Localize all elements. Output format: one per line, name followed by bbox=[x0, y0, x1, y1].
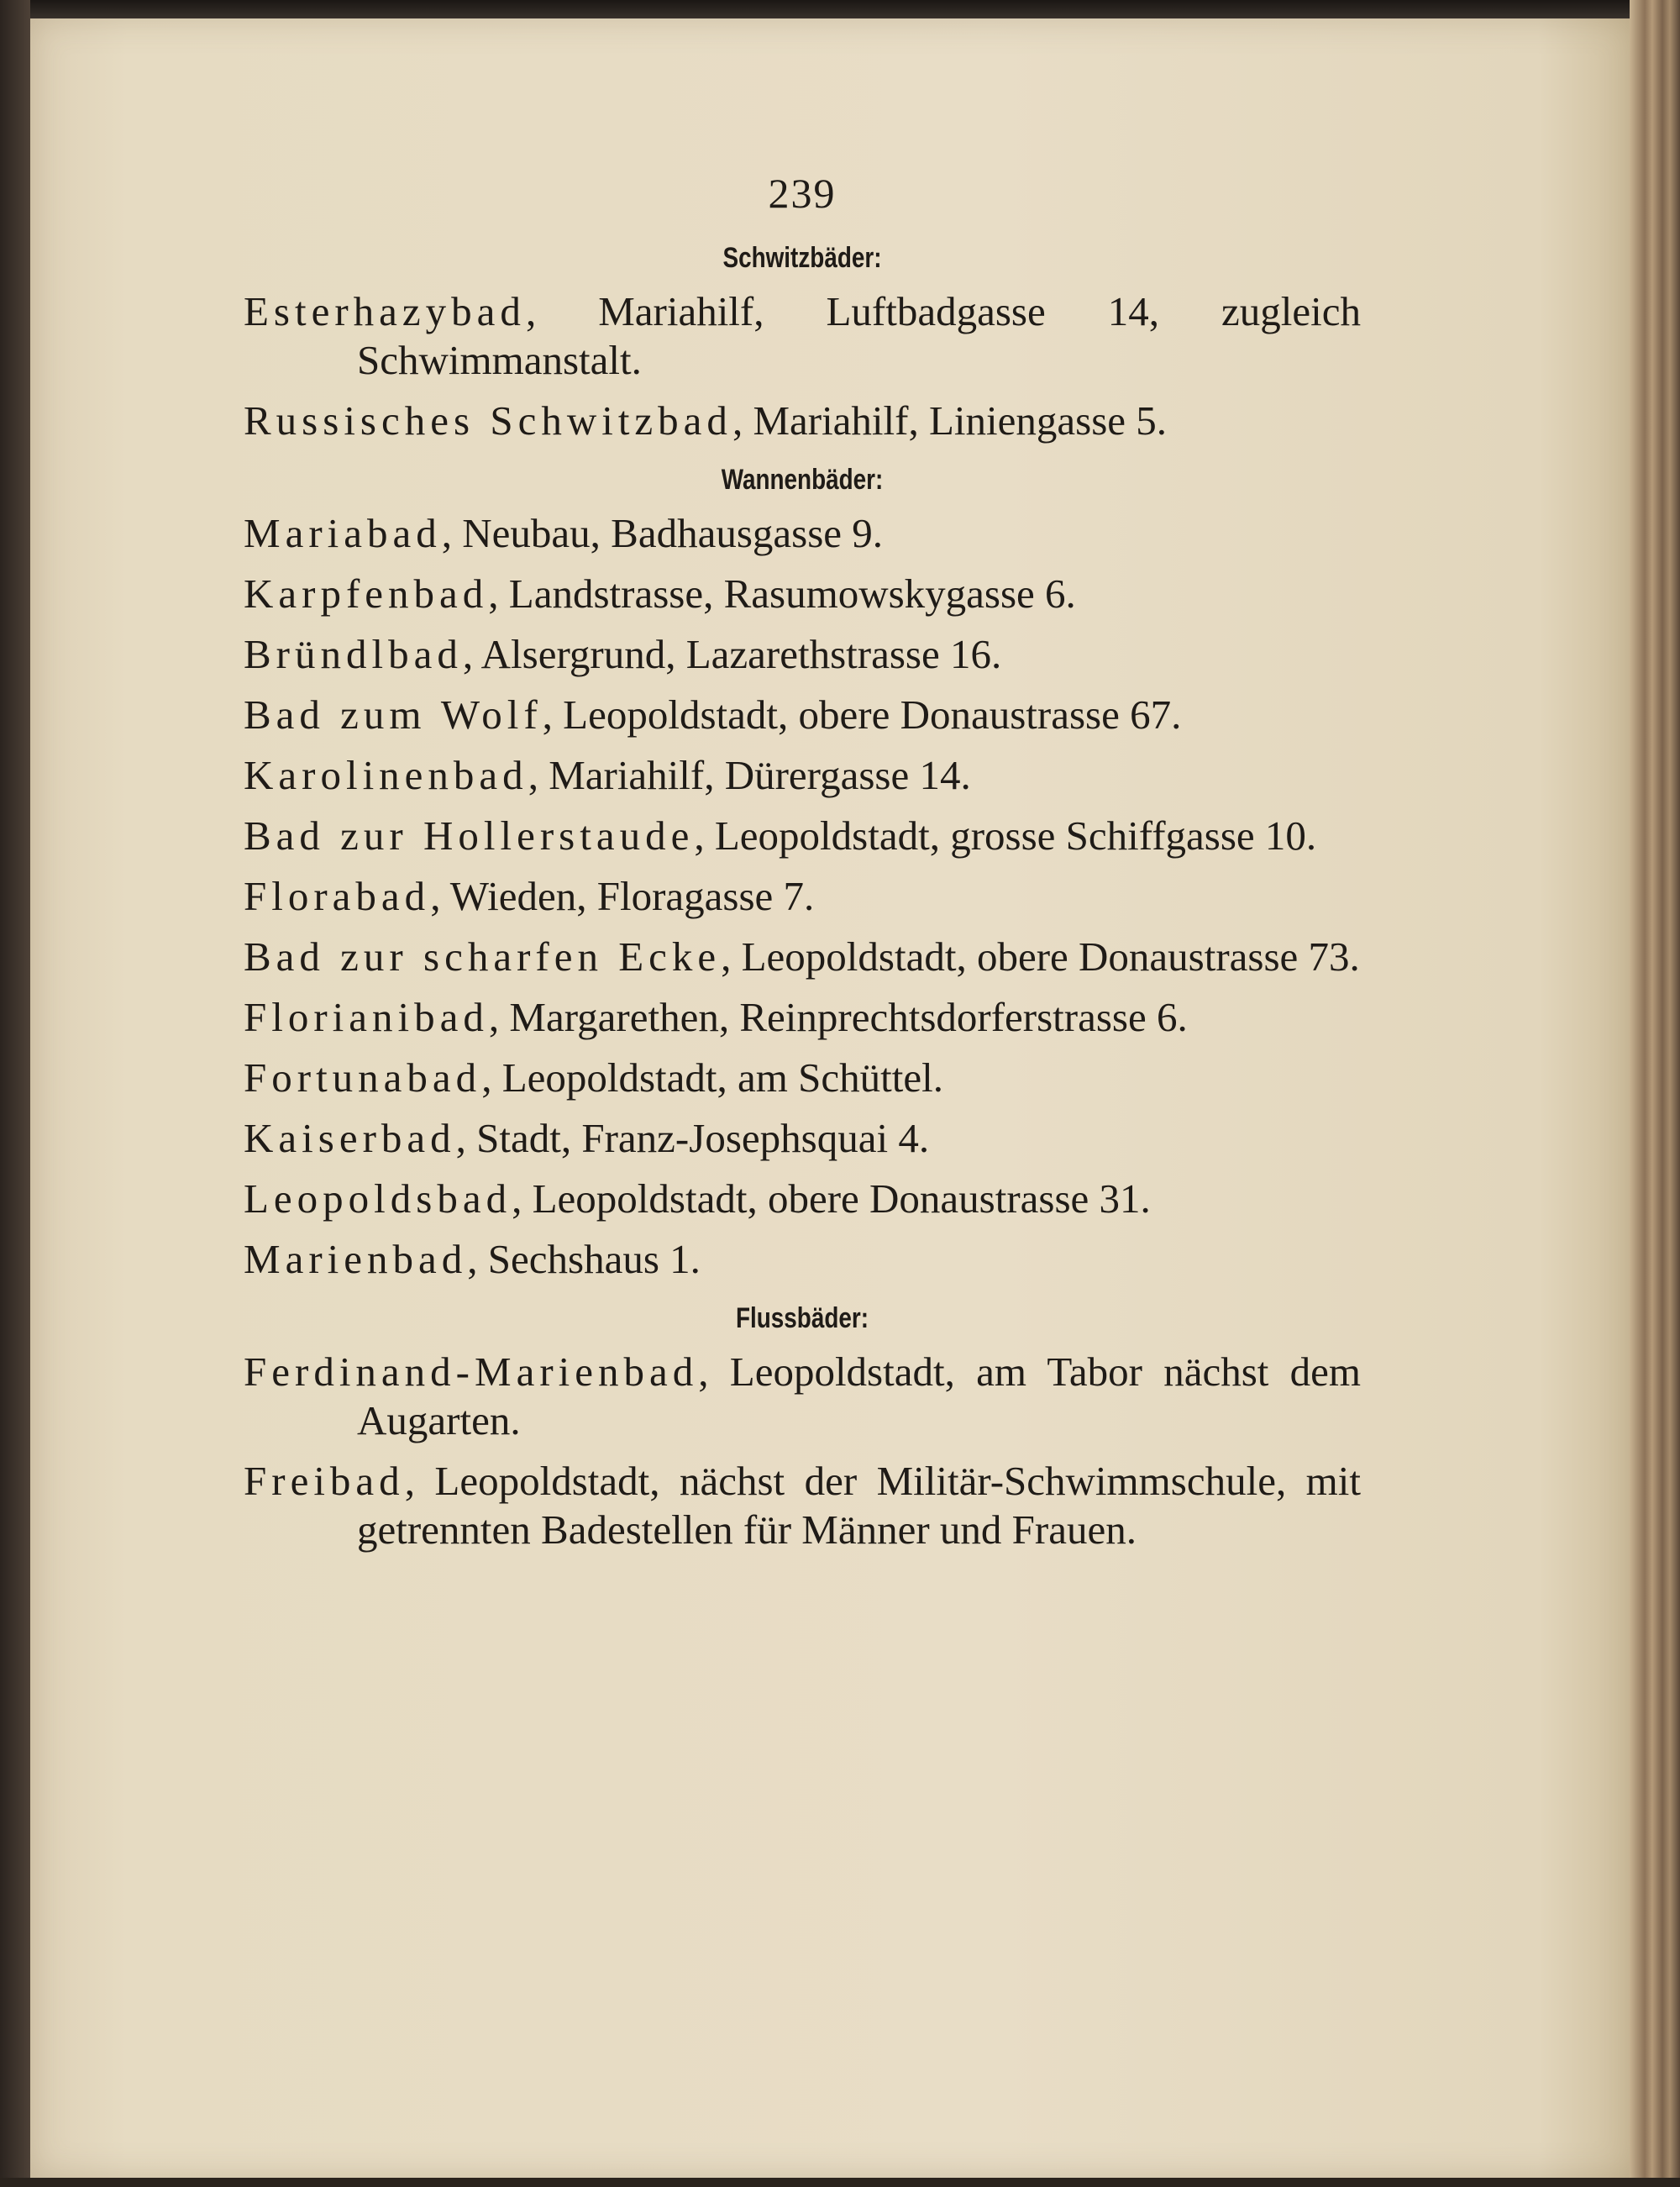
bath-details: , Leopoldstadt, obere Donaustrasse 31. bbox=[512, 1175, 1151, 1222]
bath-name: Esterhazybad bbox=[244, 288, 526, 334]
list-item bbox=[244, 812, 1361, 860]
list-item bbox=[244, 1235, 1361, 1284]
list-item bbox=[244, 1175, 1361, 1223]
bath-name: Bad zur Hollerstaude bbox=[244, 812, 695, 859]
bath-name: Florianibad bbox=[244, 994, 489, 1040]
bath-name: Marienbad bbox=[244, 1236, 468, 1282]
bath-name: Florabad bbox=[244, 873, 431, 919]
bath-details: , Wieden, Floragasse 7. bbox=[430, 873, 815, 919]
page-content bbox=[244, 168, 1361, 1566]
bath-details: , Mariahilf, Luftbadgasse 14, zugleich Schwimmanstalt. bbox=[357, 288, 1361, 383]
list-item bbox=[244, 993, 1361, 1042]
page-number: 239 bbox=[768, 170, 837, 217]
bath-name: Ferdinand-Marienbad bbox=[244, 1348, 699, 1395]
list-item bbox=[244, 630, 1361, 679]
bath-name: Bründlbad bbox=[244, 631, 463, 677]
list-item bbox=[244, 933, 1361, 981]
bath-name: Bad zum Wolf bbox=[244, 691, 543, 738]
list-item bbox=[244, 509, 1361, 558]
bath-name: Karpfenbad bbox=[244, 570, 489, 617]
list-item bbox=[244, 570, 1361, 618]
section-heading: Schwitzbäder: bbox=[722, 242, 882, 274]
section-flussbaeder bbox=[244, 1296, 1361, 1554]
bath-details: , Leopoldstadt, obere Donaustrasse 67. bbox=[542, 691, 1182, 738]
list-item bbox=[244, 691, 1361, 739]
bath-name: Fortunabad bbox=[244, 1054, 482, 1101]
bath-name: Leopoldsbad bbox=[244, 1175, 512, 1222]
list-item bbox=[244, 872, 1361, 921]
list-item bbox=[244, 1114, 1361, 1163]
bath-details: , Sechshaus 1. bbox=[467, 1236, 701, 1282]
section-heading: Flussbäder: bbox=[735, 1302, 869, 1334]
book-bottom-edge bbox=[0, 2178, 1680, 2187]
book-top-edge bbox=[0, 0, 1680, 20]
bath-details: , Leopoldstadt, am Schüttel. bbox=[481, 1054, 943, 1101]
bath-details: , Margarethen, Reinprechtsdorferstrasse 6. bbox=[488, 994, 1188, 1040]
list-item bbox=[244, 1054, 1361, 1102]
book-spine-edge bbox=[1630, 0, 1680, 2187]
bath-details: , Leopoldstadt, grosse Schiffgasse 10. bbox=[694, 812, 1317, 859]
bath-details: , Mariahilf, Dürergasse 14. bbox=[528, 752, 971, 798]
bath-details: , Stadt, Franz-Josephsquai 4. bbox=[455, 1115, 930, 1161]
bath-details: , Mariahilf, Liniengasse 5. bbox=[732, 397, 1168, 444]
list-item bbox=[244, 397, 1361, 445]
bath-name: Freibad bbox=[244, 1458, 405, 1504]
section-heading: Wannenbäder: bbox=[721, 464, 884, 496]
section-schwitzbaeder bbox=[244, 235, 1361, 445]
bath-name: Mariabad bbox=[244, 510, 442, 556]
list-item bbox=[244, 1457, 1361, 1554]
bath-name: Kaiserbad bbox=[244, 1115, 456, 1161]
book-left-edge bbox=[0, 0, 30, 2187]
bath-details: , Leopoldstadt, am Tabor nächst dem Augarten. bbox=[357, 1348, 1361, 1443]
bath-name: Karolinenbad bbox=[244, 752, 528, 798]
section-wannenbaeder bbox=[244, 457, 1361, 1284]
bath-name: Russisches Schwitzbad bbox=[244, 397, 732, 444]
bath-name: Bad zur scharfen Ecke bbox=[244, 933, 722, 980]
list-item bbox=[244, 287, 1361, 385]
bath-details: , Leopoldstadt, obere Donaustrasse 73. bbox=[721, 933, 1360, 980]
bath-details: , Landstrasse, Rasumowskygasse 6. bbox=[488, 570, 1076, 617]
bath-details: , Neubau, Badhausgasse 9. bbox=[441, 510, 884, 556]
bath-details: , Alsergrund, Lazarethstrasse 16. bbox=[462, 631, 1002, 677]
list-item bbox=[244, 1348, 1361, 1445]
bath-details: , Leopoldstadt, nächst der Militär-Schwimmschule, mit getrennten Badestellen für Männer und Frauen. bbox=[357, 1458, 1361, 1553]
list-item bbox=[244, 751, 1361, 800]
